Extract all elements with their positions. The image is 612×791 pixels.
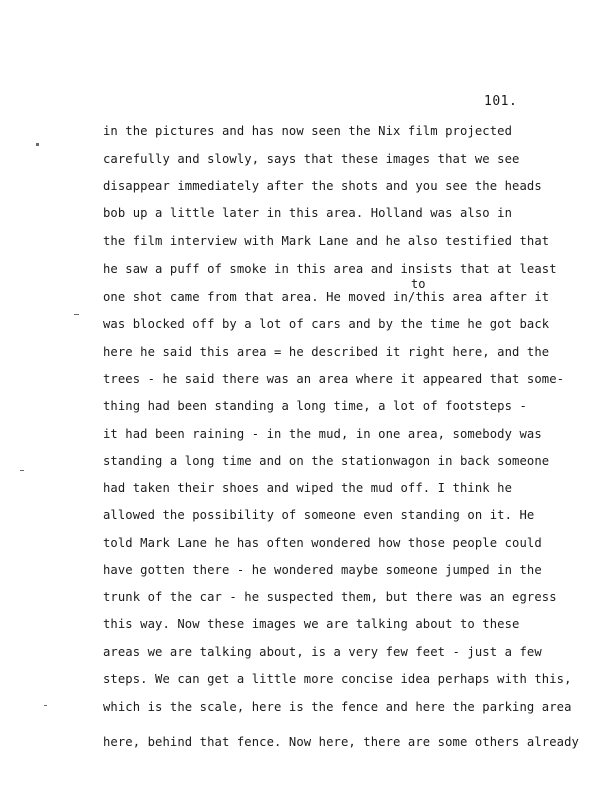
scan-mark <box>44 705 47 706</box>
text-line: it had been raining - in the mud, in one area, somebody was <box>103 427 542 441</box>
page-number: 101. <box>484 94 518 109</box>
text-line: standing a long time and on the stationwagon in back someone <box>103 454 550 468</box>
text-line: this way. Now these images we are talking about to these <box>103 617 520 631</box>
text-line: he saw a puff of smoke in this area and insists that at least <box>103 262 557 276</box>
text-line: trees - he said there was an area where it appeared that some- <box>103 372 565 386</box>
text-line: have gotten there - he wondered maybe someone jumped in the <box>103 563 542 577</box>
scan-mark <box>74 314 79 315</box>
text-line: here, behind that fence. Now here, there are some others already <box>103 735 579 749</box>
text-line: the film interview with Mark Lane and he also testified that <box>103 234 550 248</box>
text-line: which is the scale, here is the fence and here the parking area <box>103 700 572 714</box>
text-line: carefully and slowly, says that these images that we see <box>103 152 520 166</box>
text-line: told Mark Lane he has often wondered how those people could <box>103 536 542 550</box>
scan-mark <box>36 143 39 146</box>
text-line: disappear immediately after the shots and you see the heads <box>103 179 542 193</box>
text-line: had taken their shoes and wiped the mud off. I think he <box>103 481 513 495</box>
text-line: steps. We can get a little more concise idea perhaps with this, <box>103 672 572 686</box>
scan-mark <box>20 470 24 471</box>
text-line: here he said this area = he described it right here, and the <box>103 345 550 359</box>
interlinear-insert: to <box>411 277 426 291</box>
text-line: was blocked off by a lot of cars and by the time he got back <box>103 317 550 331</box>
text-line: one shot came from that area. He moved in/this area after it <box>103 290 550 304</box>
text-line: bob up a little later in this area. Holland was also in <box>103 206 513 220</box>
text-line: allowed the possibility of someone even standing on it. He <box>103 508 535 522</box>
text-line: areas we are talking about, is a very few feet - just a few <box>103 645 542 659</box>
text-line: trunk of the car - he suspected them, but there was an egress <box>103 590 557 604</box>
text-line: in the pictures and has now seen the Nix film projected <box>103 124 513 138</box>
text-line: thing had been standing a long time, a lot of footsteps - <box>103 399 527 413</box>
